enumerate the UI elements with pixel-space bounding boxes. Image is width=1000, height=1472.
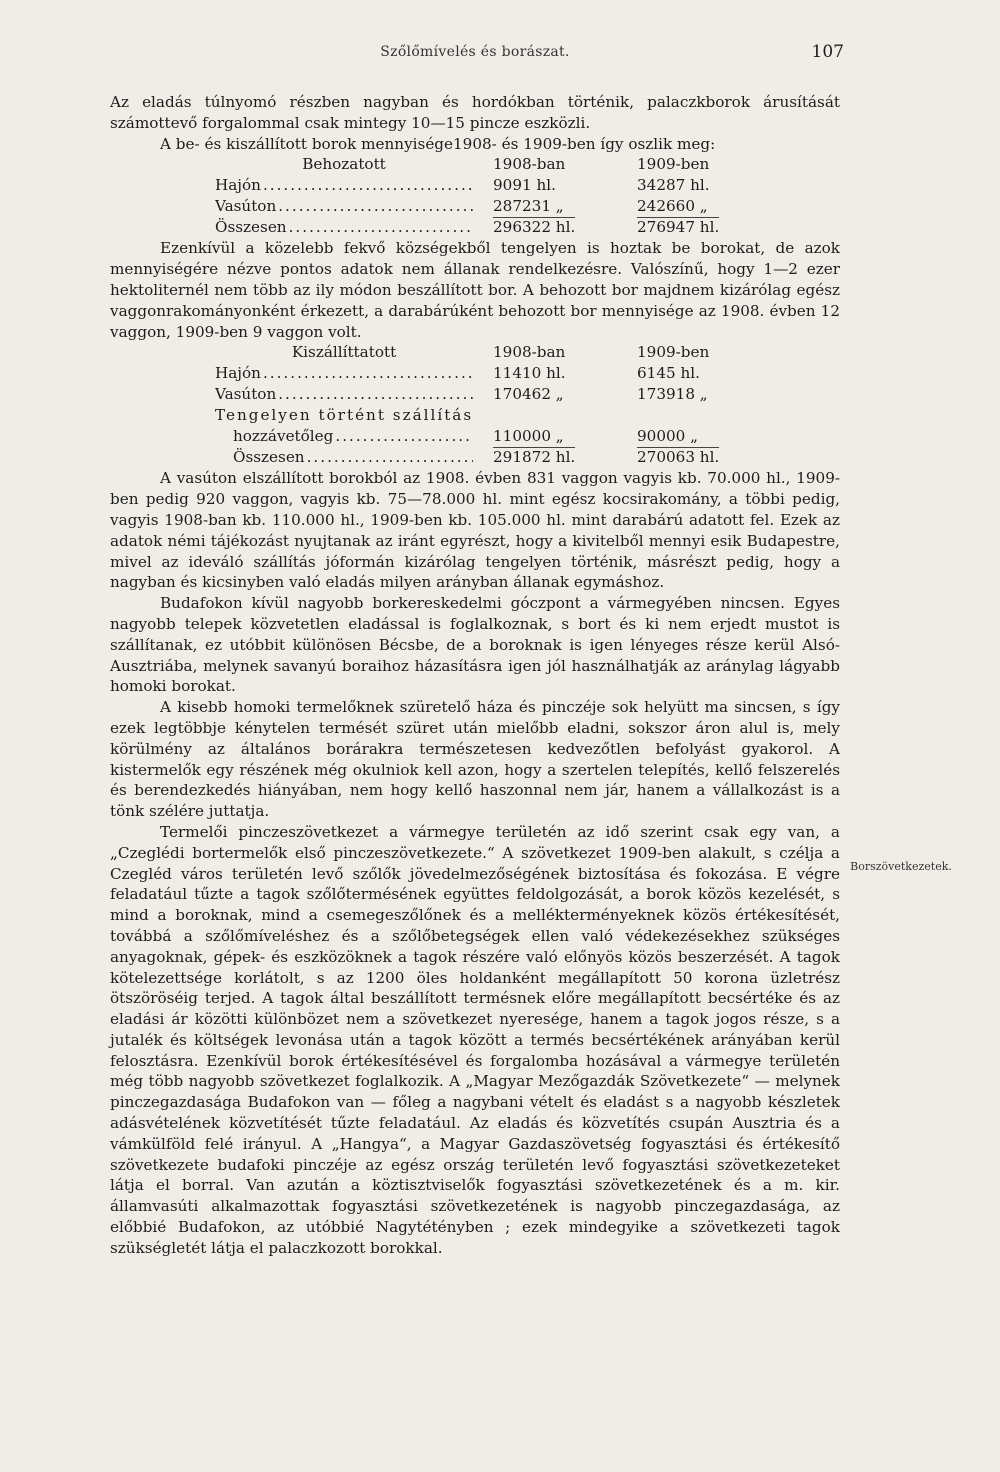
total-value-1909: 276947 hl. [637, 218, 720, 237]
row-value-1909: 34287 hl. [637, 176, 710, 195]
paragraph-import-notes: Ezenkívül a közelebb fekvő községekből tengelyen is hoztak be borokat, de azok mennyiségére nézve pontos adatok nem állanak rendelkezésre. Valószínű, hogy 1—2 ezer hektoliternél nem több az ily módon beszállított bor. A behozott bor majdnem kizárólag egész vaggonrakományonként érkezett, a darabárúként behozott bor mennyisége az 1908. évben 12 vaggon, 1909-ben 9 vaggon volt. [110, 239, 840, 341]
table-row [215, 384, 740, 405]
paragraph-budafok: Budafokon kívül nagyobb borkereskedelmi góczpont a vármegyében nincsen. Egyes nagyobb telepek közvetetlen eladással is foglalkoznak, s bort és ki nem erjedt mustot is szállítanak, ez utóbbit különösen Bécsbe, de a boroknak is igen lényeges része kerül Alsó-Ausztriába, melynek savanyú boraihoz házasításra igen jól használhatják az aránylag lágyabb homoki borokat. [110, 594, 840, 696]
row-value-1908: 170462 „ [493, 385, 564, 404]
table-row [215, 175, 740, 196]
row-value-1908: 9091 hl. [493, 176, 556, 195]
table-header-label: Kiszállíttatott [291, 343, 397, 362]
table-header-1909: 1909-ben [637, 155, 710, 174]
total-label: Összesen [215, 218, 287, 237]
running-title: Szőlőmívelés és borászat. [380, 44, 570, 60]
paragraph-small-producers: A kisebb homoki termelőknek szüretelő háza és pinczéje sok helyütt ma sincsen, s így ezek legtöbbje kénytelen termését szüret után mielőbb eladni, sokszor áron alul is, mely körülmény az általános borárakra természetesen kedvezőtlen befolyást gyakorol. A kistermelők egy részének még okulniok kell azon, hogy a szertelen telepítés, kellő felszerelés és berendezkedés hiányában, nem hogy kellő haszonnal nem jár, hanem a vállalkozást is a tönk szélére juttatja. [110, 698, 840, 821]
table-header-label: Behozatott [302, 155, 386, 174]
row-value-1909: 6145 hl. [637, 364, 700, 383]
row-value-1909: 173918 „ [637, 385, 708, 404]
paragraph-rail-export: A vasúton elszállított borokból az 1908. évben 831 vaggon vagyis kb. 70.000 hl., 1909-ben pedig 920 vaggon, vagyis kb. 75—78.000 hl. mint egész kocsirakomány, a többi pedig, vagyis 1908-ban kb. 110.000 hl., 1909-ben kb. 105.000 hl. mint darabárú adatott fel. Ezek az adatok némi tájékozást nyujtanak az iránt egyrészt, hogy a kivitelből mennyi esik Budapestre, mivel az ideváló szállítás jóformán kizárólag tengelyen történik, másrészt pedig, hogy a nagyban és kicsinyben való eladás milyen arányban állanak egymáshoz. [110, 469, 840, 592]
row-label: Vasúton [215, 197, 277, 216]
table-row [215, 363, 740, 384]
row-value-1908: 110000 „ [493, 427, 564, 446]
page-header [110, 40, 844, 72]
import-table [215, 154, 740, 238]
row-value-1908: 11410 hl. [493, 364, 566, 383]
total-label: Összesen [233, 448, 305, 467]
export-table [215, 342, 740, 468]
table-header-1908: 1908-ban [493, 343, 566, 362]
total-value-1908: 291872 hl. [493, 448, 576, 467]
row-label: Vasúton [215, 385, 277, 404]
page [110, 40, 844, 1259]
table-total-row [215, 447, 740, 468]
table-row-label-only [215, 405, 740, 426]
row-label: hozzávetőleg [233, 427, 334, 446]
page-number: 107 [811, 42, 844, 62]
table-row [215, 196, 740, 217]
row-label: Hajón [215, 176, 261, 195]
row-value-1909: 242660 „ [637, 197, 708, 216]
table-row [215, 426, 740, 447]
paragraph-wine-transport: A be- és kiszállított borok mennyisége1908- és 1909-ben így oszlik meg: [160, 134, 716, 153]
row-value-1909: 90000 „ [637, 427, 699, 446]
total-value-1908: 296322 hl. [493, 218, 576, 237]
row-label: Tengelyen történt szállítás [215, 406, 474, 425]
paragraph-cooperatives: Termelői pinczeszövetkezet a vármegye területén az idő szerint csak egy van, a „Czeglédi bortermelők első pinczeszövetkezete.“ A szövetkezet 1909-ben alakult, s czélja a Czegléd város területén levő szőlők jövedelmezőségének biztosítása és fokozása. E végre feladatául tűzte a tagok szőlőtermésének együttes feldolgozását, a borok közös kezelését, s mind a boroknak, mind a csemegeszőlőnek és a mellékterményeknek közös értékesítését, továbbá a szőlőmíveléshez és a szőlőbetegségek ellen való védekezésekhez szükséges anyagoknak, gépek- és eszközöknek a tagok részére való előnyös közös beszerzését. A tagok kötelezettsége korlátolt, s az 1200 öles holdanként megállapított 50 korona üzletrész ötszöröséig terjed. A tagok által beszállított termésnek előre megállapított becsértéke és az eladási ár közötti különbözet nem a szövetkezet nyeresége, hanem a tagok jogos része, s a jutalék és költségek levonása után a tagok között a termés becsértékének arányában kerül felosztásra. Ezenkívül borok értékesítésével és forgalomba hozásával a vármegye területén még több nagyobb szövetkezet foglalkozik. A „Magyar Mezőgazdák Szövetkezete“ — melynek pinczegazdasága Budafokon van — főleg a nagybani vételt és eladást s a nagyobb készletek adásvételének közvetítését tűzte feladatául. Az eladás és közvetítés csupán Ausztria és a vámkülföld felé irányul. A „Hangya“, a Magyar Gazdaszövetség fogyasztási és értékesítő szövetkezete budafoki pinczéje az egész ország területén levő fogyasztási szövetkezeteket látja el borral. Van azután a köztisztviselők fogyasztási szövetkezetének és a m. kir. államvasúti alkalmazottak fogyasztási szövetkezetének is nagyobb pinczegazdasága, az előbbié Budafokon, az utóbbié Nagytétényben ; ezek mindegyike a szövetkezeti tagok szükségletét látja el palaczkozott borokkal. [110, 822, 840, 1257]
table-total-row [215, 217, 740, 238]
table-header [215, 342, 740, 363]
total-value-1909: 270063 hl. [637, 448, 720, 467]
row-label: Hajón [215, 364, 261, 383]
table-header-1909: 1909-ben [637, 343, 710, 362]
table-header [215, 154, 740, 175]
row-value-1908: 287231 „ [493, 197, 564, 216]
table-header-1908: 1908-ban [493, 155, 566, 174]
paragraph-sales: Az eladás túlnyomó részben nagyban és hordókban történik, palaczkborok árusítását számottevő forgalommal csak mintegy 10—15 pincze eszközli. [110, 93, 840, 132]
margin-note: Borszövetkezetek. [850, 860, 952, 873]
